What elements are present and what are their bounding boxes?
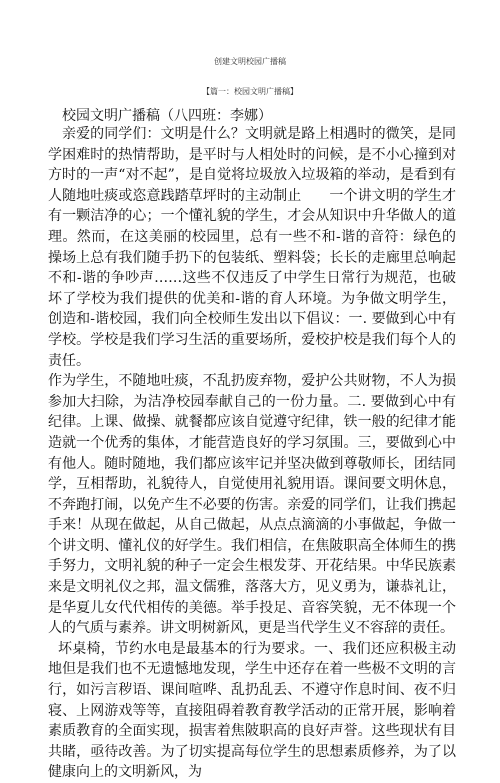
paragraph-1: 亲爱的同学们：文明是什么？文明就是路上相遇时的微笑，是同学困难时的热情帮助，是平时与人相处时的问候，是不小心撞到对方时的一声“对不起”，是自觉将垃圾放入垃圾箱的举动，是看到有人随地吐痰或恣意践踏草坪时的主动制止 一个讲文明的学生才有一颗洁净的心；一个懂礼貌的学生，才会从知识中升华做人的道理。然而，在这美丽的校园里，总有一些不和-谐的音符：绿色的操场上总有我们随手扔下的包装纸、塑料袋；长长的走廊里总响起不和-谐的争吵声……这些不仅违反了中学生日常行为规范，也破坏了学校为我们提供的优美和-谐的育人环境。为争做文明学生，创造和-谐校园，我们向全校师生发出以下倡议：一. 要做到心中有学校。学校是我们学习生活的重要场所，爱校护校是我们每个人的责任。 [48,126,456,369]
paragraph-2: 作为学生，不随地吐痰，不乱扔废弃物，爱护公共财物，不人为损参加大扫除，为洁净校园奉献自己的一份力量。二. 要做到心中有纪律。上课、做操、就餐都应该自觉遵守纪律，铁一般的纪律才能造就一个优秀的集体，才能营造良好的学习氛围。三，要做到心中有他人。随时随地，我们都应该牢记并坚决做到尊敬师长，团结同学，互相帮助，礼貌待人，自觉使用礼貌用语。课间要文明休息，不奔跑打闹，以免产生不必要的伤害。亲爱的同学们，让我们携起手来！从现在做起，从自己做起，从点点滴滴的小事做起，争做一个讲文明、懂礼仪的好学生。我们相信，在焦陂职高全体师生的携手努力，文明礼貌的种子一定会生根发芽、开花结果。中华民族素来是文明礼仪之邦，温文儒雅，落落大方，见义勇为，谦恭礼让，是华夏儿女代代相传的美德。举手投足、音容笑貌，无不体现一个人的气质与素养。讲文明树新风，更是当代学生义不容辞的责任。 [48,373,456,637]
paragraph-3: 坏桌椅，节约水电是最基本的行为要求。一、我们还应积极主动地但是我们也不无遗憾地发现，学生中还存在着一些极不文明的言行，如污言秽语、课间喧哗、乱扔乱丢、不遵守作息时间、夜不归寝、上网游戏等等，直接阻碍着教育教学活动的正常开展，影响着素质教育的全面实现，损害着焦陂职高的良好声誉。这些现状有目共睹，亟待改善。为了切实提高每位学生的思想素质修养，为了以健康向上的文明新风，为 [48,640,456,781]
essay-body [48,124,456,783]
essay-heading: 校园文明广播稿（八四班：李娜） [62,108,272,124]
section-label: 【篇一：校园文明广播稿】 [202,87,298,96]
document-title: 创建文明校园广播稿 [214,57,286,66]
